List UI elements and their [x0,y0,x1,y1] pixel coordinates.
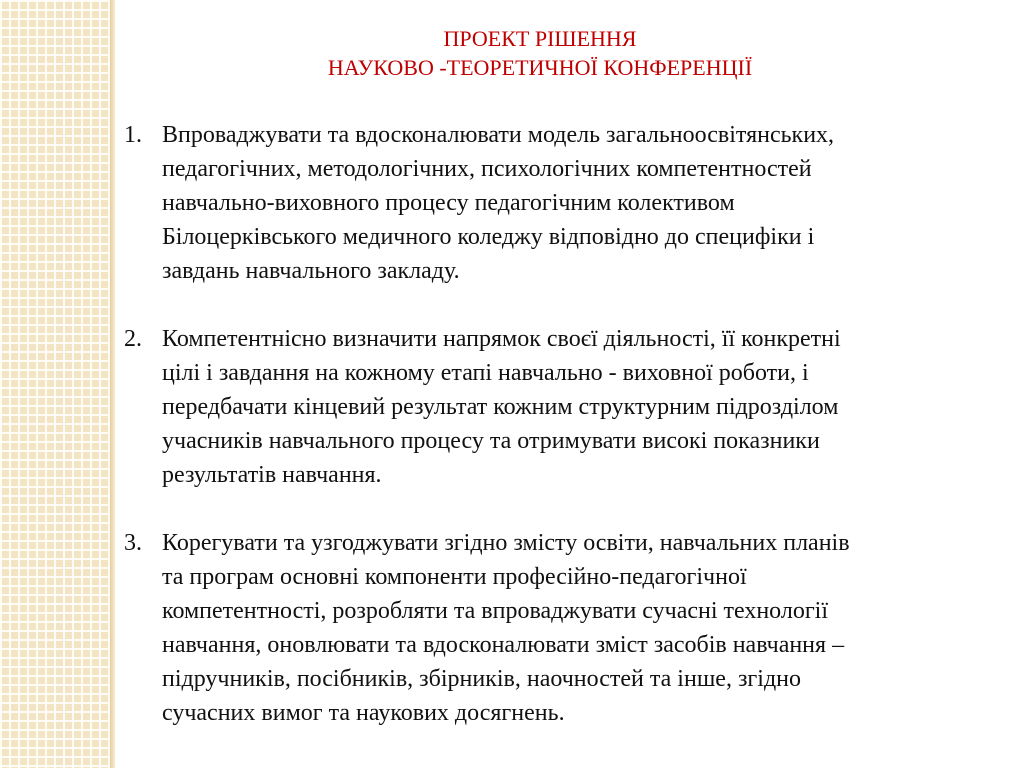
list-item-text [162,118,1004,288]
text-line: педагогічних, методологічних, психологічних компетентностей [162,156,812,182]
text-line: передбачати кінцевий результат кожним структурним підрозділом [162,394,839,420]
list-item-2 [124,322,1004,492]
title-line-2: НАУКОВО -ТЕОРЕТИЧНОЇ КОНФЕРЕНЦІЇ [327,55,753,80]
text-line: учасників навчального процесу та отримувати високі показники [162,428,820,454]
list-item-text [162,322,1004,492]
text-line: та програм основні компоненти професійно-педагогічної [162,564,747,590]
numbered-list [124,118,1004,764]
slide-title [180,24,900,82]
text-line: навчально-виховного процесу педагогічним колективом [162,190,735,216]
list-item-1 [124,118,1004,288]
text-line: сучасних вимог та наукових досягнень. [162,700,565,726]
list-number: 3. [124,530,142,556]
text-line: цілі і завдання на кожному етапі навчально - виховної роботи, і [162,360,809,386]
list-number: 1. [124,122,142,148]
text-line: компетентності, розробляти та впроваджувати сучасні технології [162,598,829,624]
text-line: підручників, посібників, збірників, наочностей та інше, згідно [162,666,801,692]
text-line: результатів навчання. [162,462,382,488]
text-line: навчання, оновлювати та вдосконалювати зміст засобів навчання – [162,632,845,658]
list-number: 2. [124,326,142,352]
decorative-side-pattern [0,0,113,768]
text-line: Корегувати та узгоджувати згідно змісту освіти, навчальних планів [162,530,850,556]
text-line: Впроваджувати та вдосконалювати модель загальноосвітянських, [162,122,835,148]
text-line: Компетентнісно визначити напрямок своєї діяльності, її конкретні [162,326,841,352]
decorative-side-edge [110,0,115,768]
text-line: Білоцерківського медичного коледжу відповідно до специфіки і [162,224,815,250]
text-line: завдань навчального закладу. [162,258,460,284]
title-line-1: ПРОЕКТ РІШЕННЯ [443,26,637,51]
list-item-3 [124,526,1004,730]
list-item-text [162,526,1004,730]
